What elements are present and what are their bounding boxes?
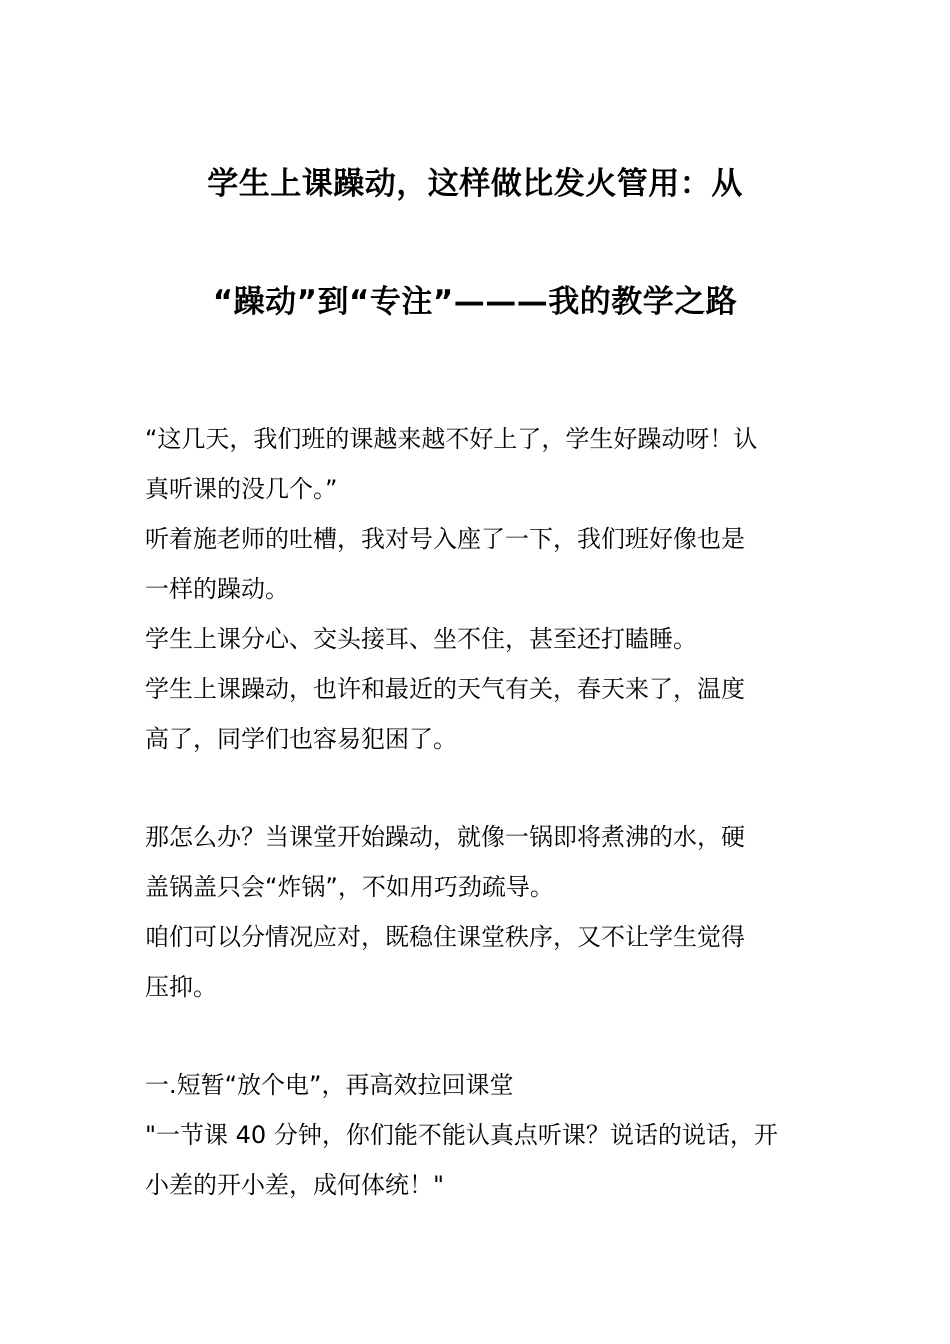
paragraph-line: 咱们可以分情况应对，既稳住课堂秩序，又不让学生觉得: [145, 923, 745, 951]
paragraph-line: “这几天，我们班的课越来越不好上了，学生好躁动呀！认: [145, 425, 758, 453]
paragraph-line: 小差的开小差，成何体统！": [145, 1171, 445, 1199]
paragraph-line: 学生上课分心、交头接耳、坐不住，甚至还打瞌睡。: [145, 625, 697, 653]
document-title-line-2: “躁动”到“专注”———我的教学之路: [212, 284, 738, 320]
document-title-line-1: 学生上课躁动，这样做比发火管用：从: [207, 166, 743, 202]
paragraph-line: 那怎么办？当课堂开始躁动，就像一锅即将煮沸的水，硬: [145, 823, 745, 851]
paragraph-line: 高了，同学们也容易犯困了。: [145, 725, 457, 753]
paragraph-line: 听着施老师的吐槽，我对号入座了一下，我们班好像也是: [145, 525, 745, 553]
paragraph-line: 学生上课躁动，也许和最近的天气有关，春天来了，温度: [145, 675, 745, 703]
paragraph-line: 压抑。: [145, 973, 217, 1001]
paragraph-line: "一节课 40 分钟，你们能不能认真点听课？说话的说话，开: [145, 1121, 778, 1149]
paragraph-line: 真听课的没几个。”: [145, 475, 338, 503]
paragraph-line: 一样的躁动。: [145, 575, 289, 603]
paragraph-line: 盖锅盖只会“炸锅”，不如用巧劲疏导。: [145, 873, 554, 901]
section-heading: 一.短暂“放个电”，再高效拉回课堂: [145, 1071, 514, 1099]
